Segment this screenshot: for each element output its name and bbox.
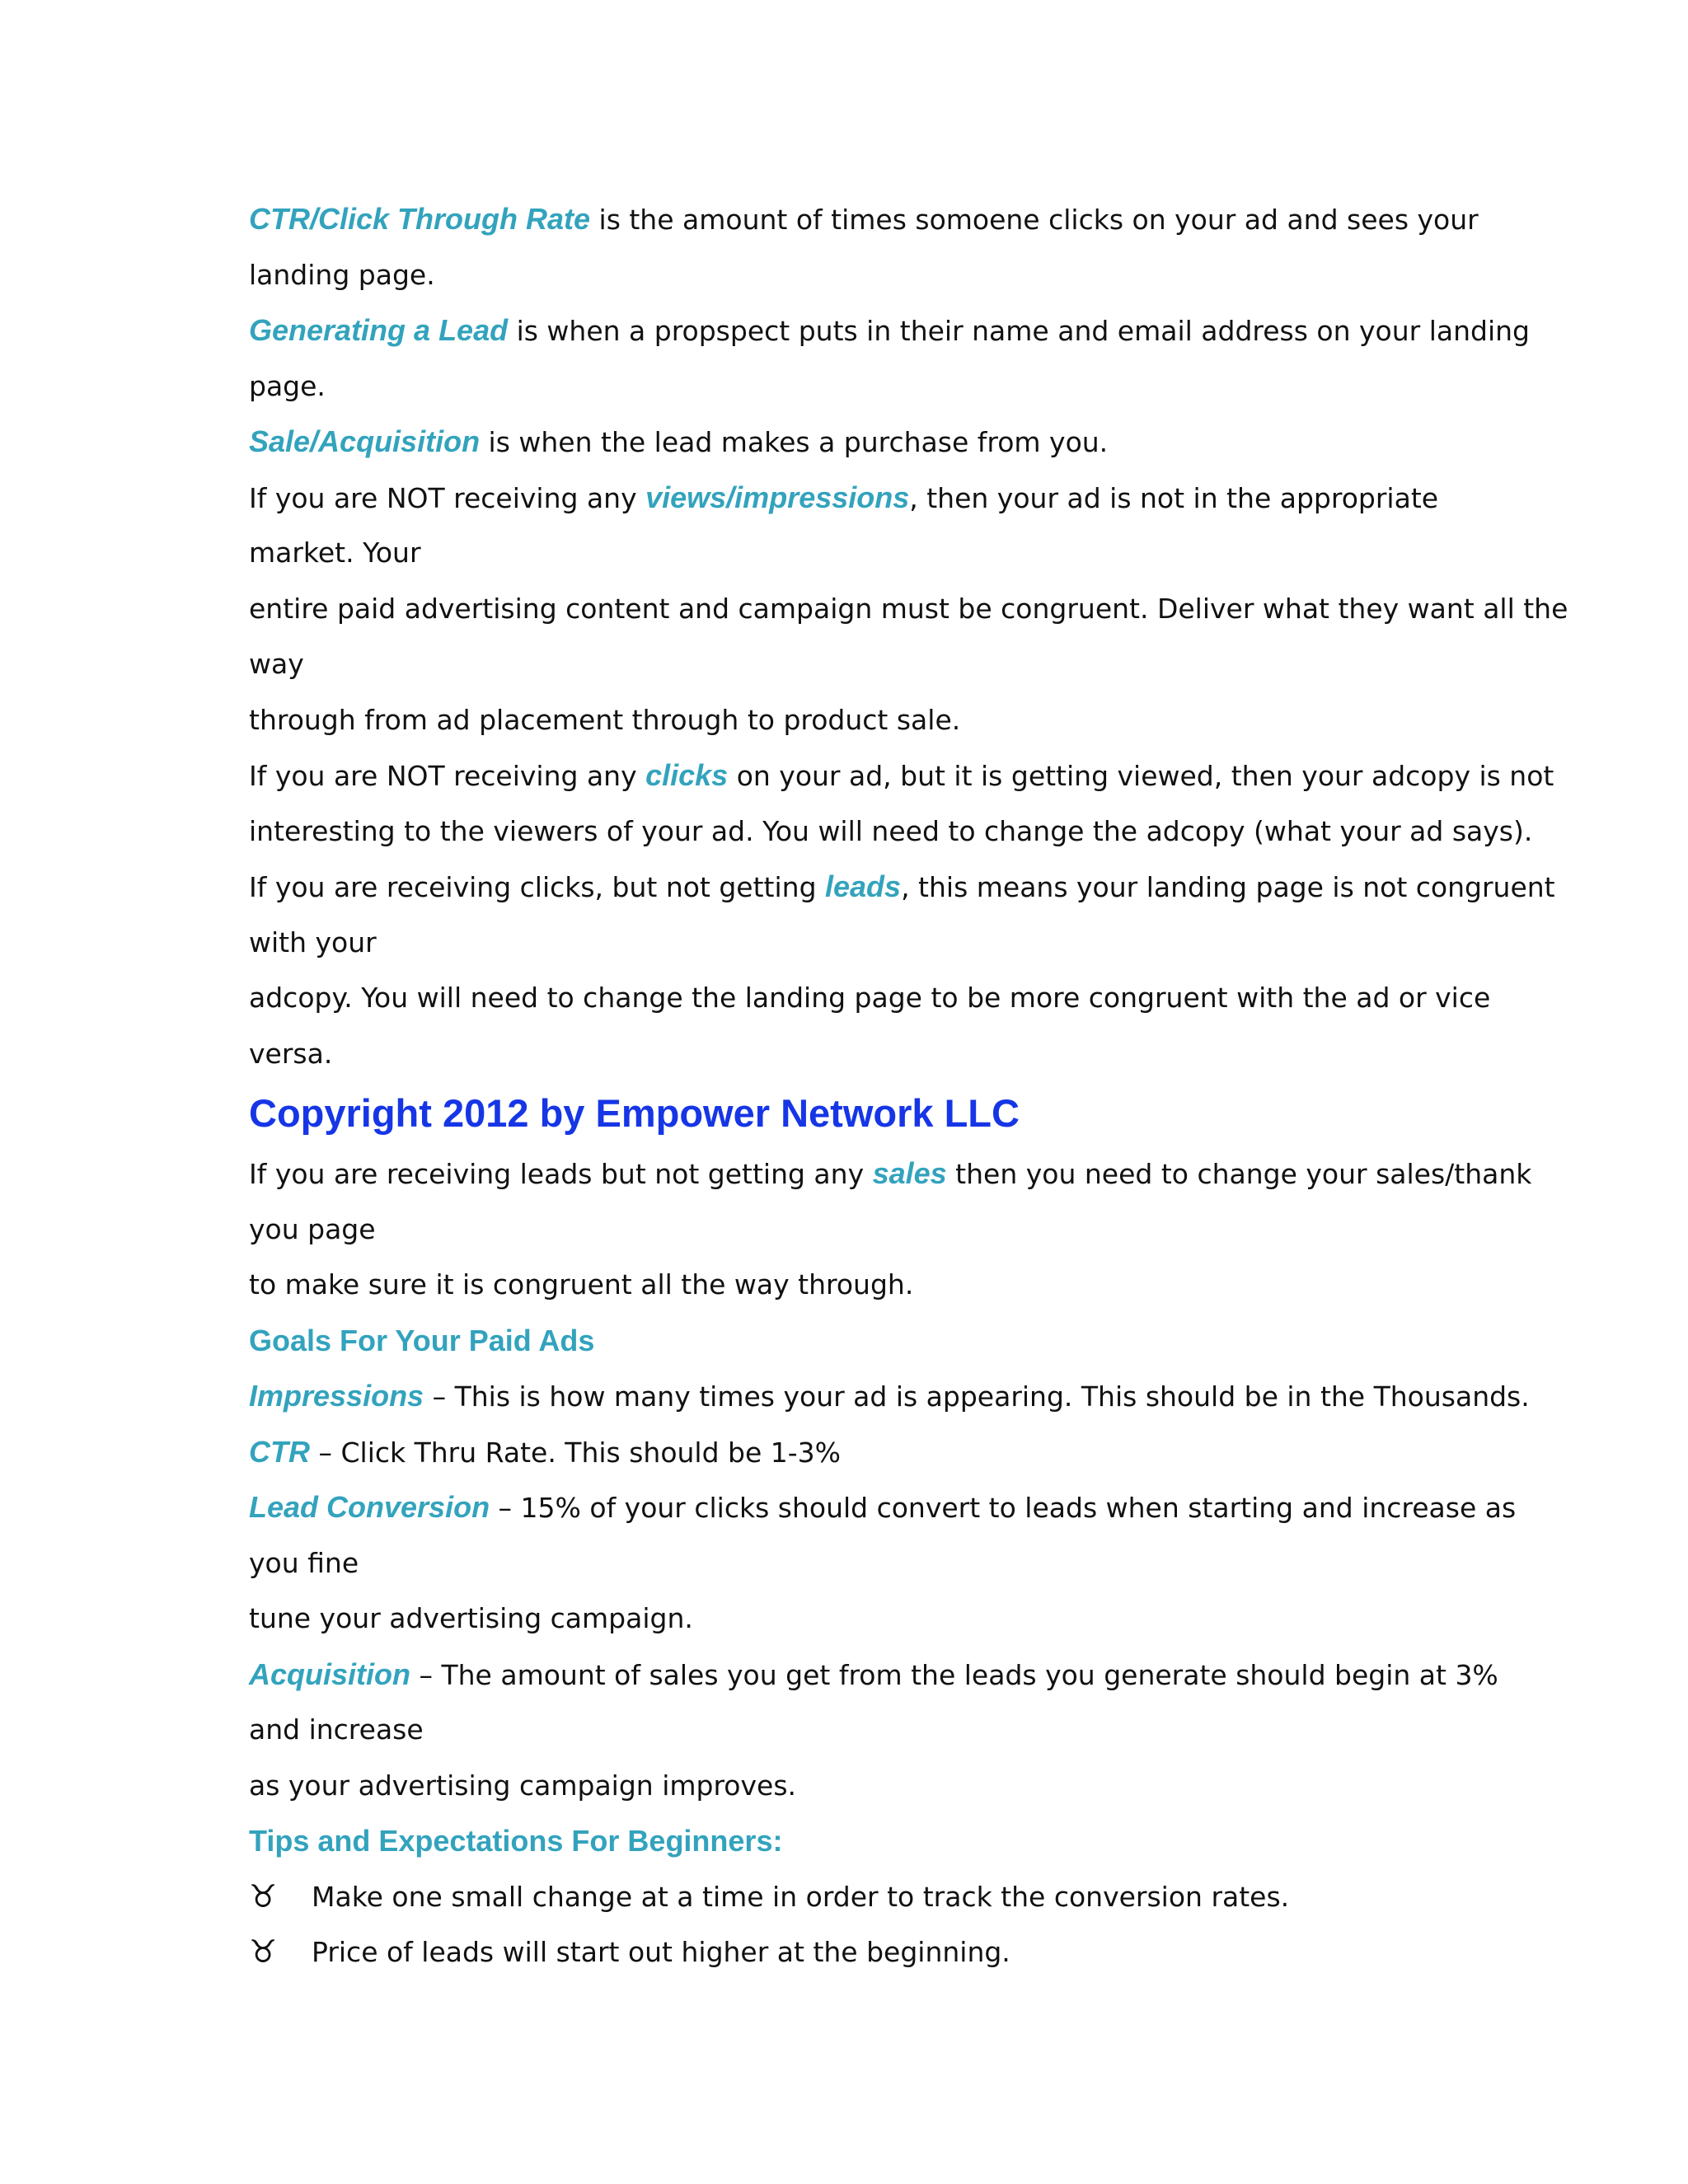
goal-impressions (249, 1368, 1530, 1424)
tip-item (249, 1869, 1452, 1925)
views-paragraph-line-3: entire paid advertising content and campaign must be congruent. Deliver what they want all the (249, 592, 1568, 625)
taurus-bullet-icon: ♉ (249, 1877, 278, 1915)
views-paragraph-line-2: market. Your (249, 537, 421, 569)
views-prefix: If you are NOT receiving any (249, 481, 646, 514)
goal-acquisition-line-2: and increase (249, 1713, 424, 1746)
leads-paragraph-line-4: versa. (249, 1037, 333, 1070)
tip-item-text: Make one small change at a time in order to track the conversion rates. (312, 1880, 1290, 1913)
sales-text: then you need to change your sales/thank (946, 1158, 1532, 1190)
views-term: views/impressions (645, 480, 910, 514)
sales-paragraph-line-3: to make sure it is congruent all the way through. (249, 1268, 914, 1301)
views-paragraph-line-1 (249, 470, 1452, 526)
lead-conversion-text: – 15% of your clicks should convert to leads when starting and increase as (490, 1492, 1517, 1524)
views-paragraph-line-5: through from ad placement through to product sale. (249, 703, 961, 736)
tips-heading: Tips and Expectations For Beginners: (249, 1824, 783, 1858)
leads-term: leads (825, 869, 902, 903)
clicks-text: on your ad, but it is getting viewed, then your adcopy is not (728, 760, 1554, 792)
clicks-prefix: If you are NOT receiving any (249, 760, 646, 792)
tip-item-text: Price of leads will start out higher at the beginning. (312, 1936, 1010, 1968)
ctr-definition-line-2: landing page. (249, 258, 435, 291)
goal-ctr-term: CTR (249, 1434, 310, 1469)
copyright-heading: Copyright 2012 by Empower Network LLC (249, 1091, 1020, 1135)
lead-definition-text: is when a propspect puts in their name and email address on your landing (508, 315, 1530, 347)
sales-paragraph-line-2: you page (249, 1212, 376, 1245)
goal-acquisition-line-3: as your advertising campaign improves. (249, 1769, 796, 1802)
ctr-term: CTR/Click Through Rate (249, 202, 591, 236)
goal-lead-conversion-line-1 (249, 1479, 1517, 1535)
goal-lead-conversion-line-2: you fine (249, 1546, 359, 1579)
leads-paragraph-line-3: adcopy. You will need to change the landing page to be more congruent with the ad or vice (249, 982, 1491, 1014)
goal-lead-conversion-line-3: tune your advertising campaign. (249, 1602, 693, 1634)
acquisition-term: Acquisition (249, 1657, 410, 1691)
acquisition-text: – The amount of sales you get from the leads you generate should begin at 3% (410, 1658, 1498, 1691)
lead-definition-line-1 (249, 302, 1530, 359)
leads-text: , this means your landing page is not congruent (901, 871, 1555, 903)
tip-item (249, 1924, 1452, 1980)
goal-acquisition-line-1 (249, 1647, 1498, 1703)
clicks-term: clicks (645, 758, 729, 792)
lead-definition-line-2: page. (249, 369, 326, 402)
goal-ctr-text: – Click Thru Rate. This should be 1-3% (310, 1436, 842, 1469)
sales-term: sales (872, 1156, 947, 1190)
sales-prefix: If you are receiving leads but not getting any (249, 1158, 873, 1190)
views-paragraph-line-4: way (249, 648, 304, 680)
ctr-definition-text: is the amount of times somoene clicks on your ad and sees your (590, 204, 1479, 236)
leads-prefix: If you are receiving clicks, but not getting (249, 871, 826, 903)
clicks-paragraph-line-2: interesting to the viewers of your ad. You will need to change the adcopy (what your ad says). (249, 814, 1533, 847)
lead-conversion-term: Lead Conversion (249, 1490, 490, 1524)
document-page (249, 191, 1568, 1980)
sale-definition-line-1 (249, 414, 1452, 470)
leads-paragraph-line-2: with your (249, 926, 377, 958)
lead-term: Generating a Lead (249, 313, 509, 347)
leads-paragraph-line-1 (249, 859, 1555, 915)
impressions-text: – This is how many times your ad is appearing. This should be in the Thousands. (424, 1380, 1530, 1413)
sale-term: Sale/Acquisition (249, 424, 481, 458)
taurus-bullet-icon: ♉ (249, 1933, 278, 1970)
clicks-paragraph-line-1 (249, 748, 1554, 804)
sales-paragraph-line-1 (249, 1146, 1532, 1202)
goal-ctr (249, 1424, 1452, 1480)
goals-heading: Goals For Your Paid Ads (249, 1323, 595, 1357)
sale-definition-text: is when the lead makes a purchase from you. (480, 426, 1109, 458)
views-text: , then your ad is not in the appropriate (909, 481, 1439, 514)
ctr-definition-line-1 (249, 191, 1479, 247)
impressions-term: Impressions (249, 1379, 424, 1413)
